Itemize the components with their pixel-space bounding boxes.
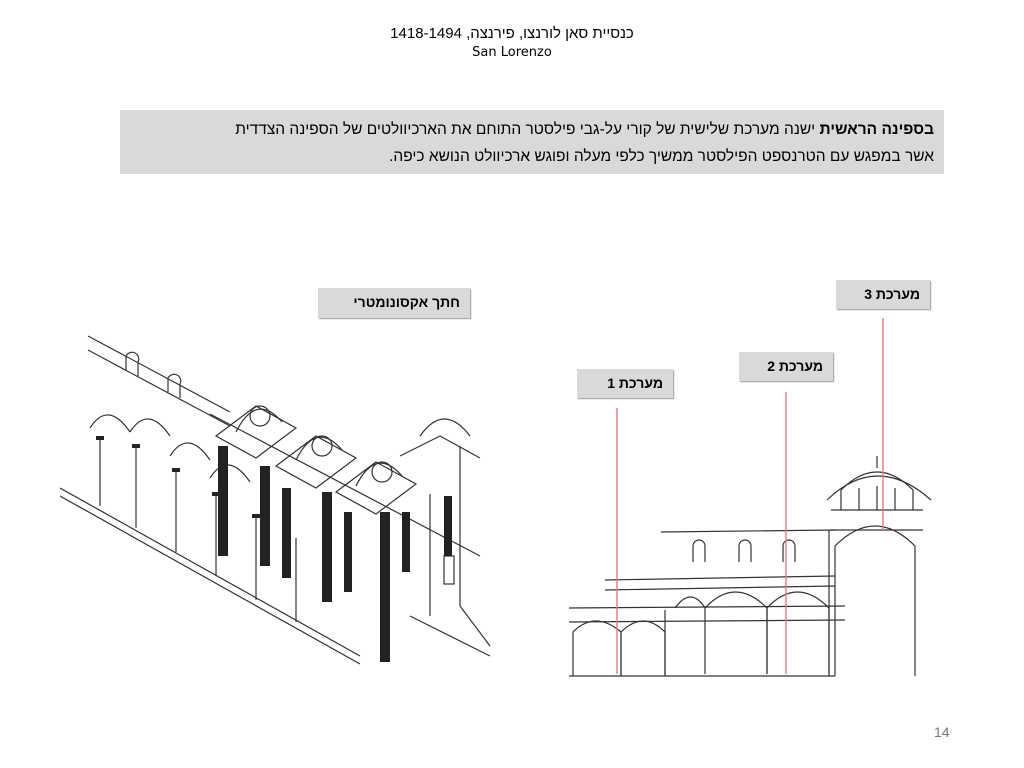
- description-box: [120, 110, 944, 174]
- description-line-1-text: ישנה מערכת שלישית של קורי על-גבי פילסטר התוחם את הארכיוולטים של הספינה הצדדית: [235, 121, 820, 138]
- slide-title: [0, 24, 1024, 62]
- axonometric-section-drawing: [60, 316, 512, 692]
- label-system-2: מערכת 2: [739, 352, 833, 381]
- title-line-hebrew: כנסיית סאן לורנצו, פירנצה, 1418-1494: [390, 25, 634, 42]
- description-line-2: אשר במפגש עם הטרנספט הפילסטר ממשיך כלפי מעלה ופוגש ארכיוולט הנושא כיפה.: [389, 148, 934, 165]
- description-bold: בספינה הראשית: [819, 121, 934, 138]
- label-axonometric-section: חתך אקסונומטרי: [318, 288, 470, 318]
- label-system-3: מערכת 3: [836, 280, 930, 309]
- description-line-1: [130, 116, 934, 143]
- label-system-1: מערכת 1: [577, 369, 673, 398]
- title-line-latin: San Lorenzo: [472, 45, 552, 60]
- page-number: 14: [934, 724, 950, 740]
- elevation-section-drawing: [565, 300, 965, 685]
